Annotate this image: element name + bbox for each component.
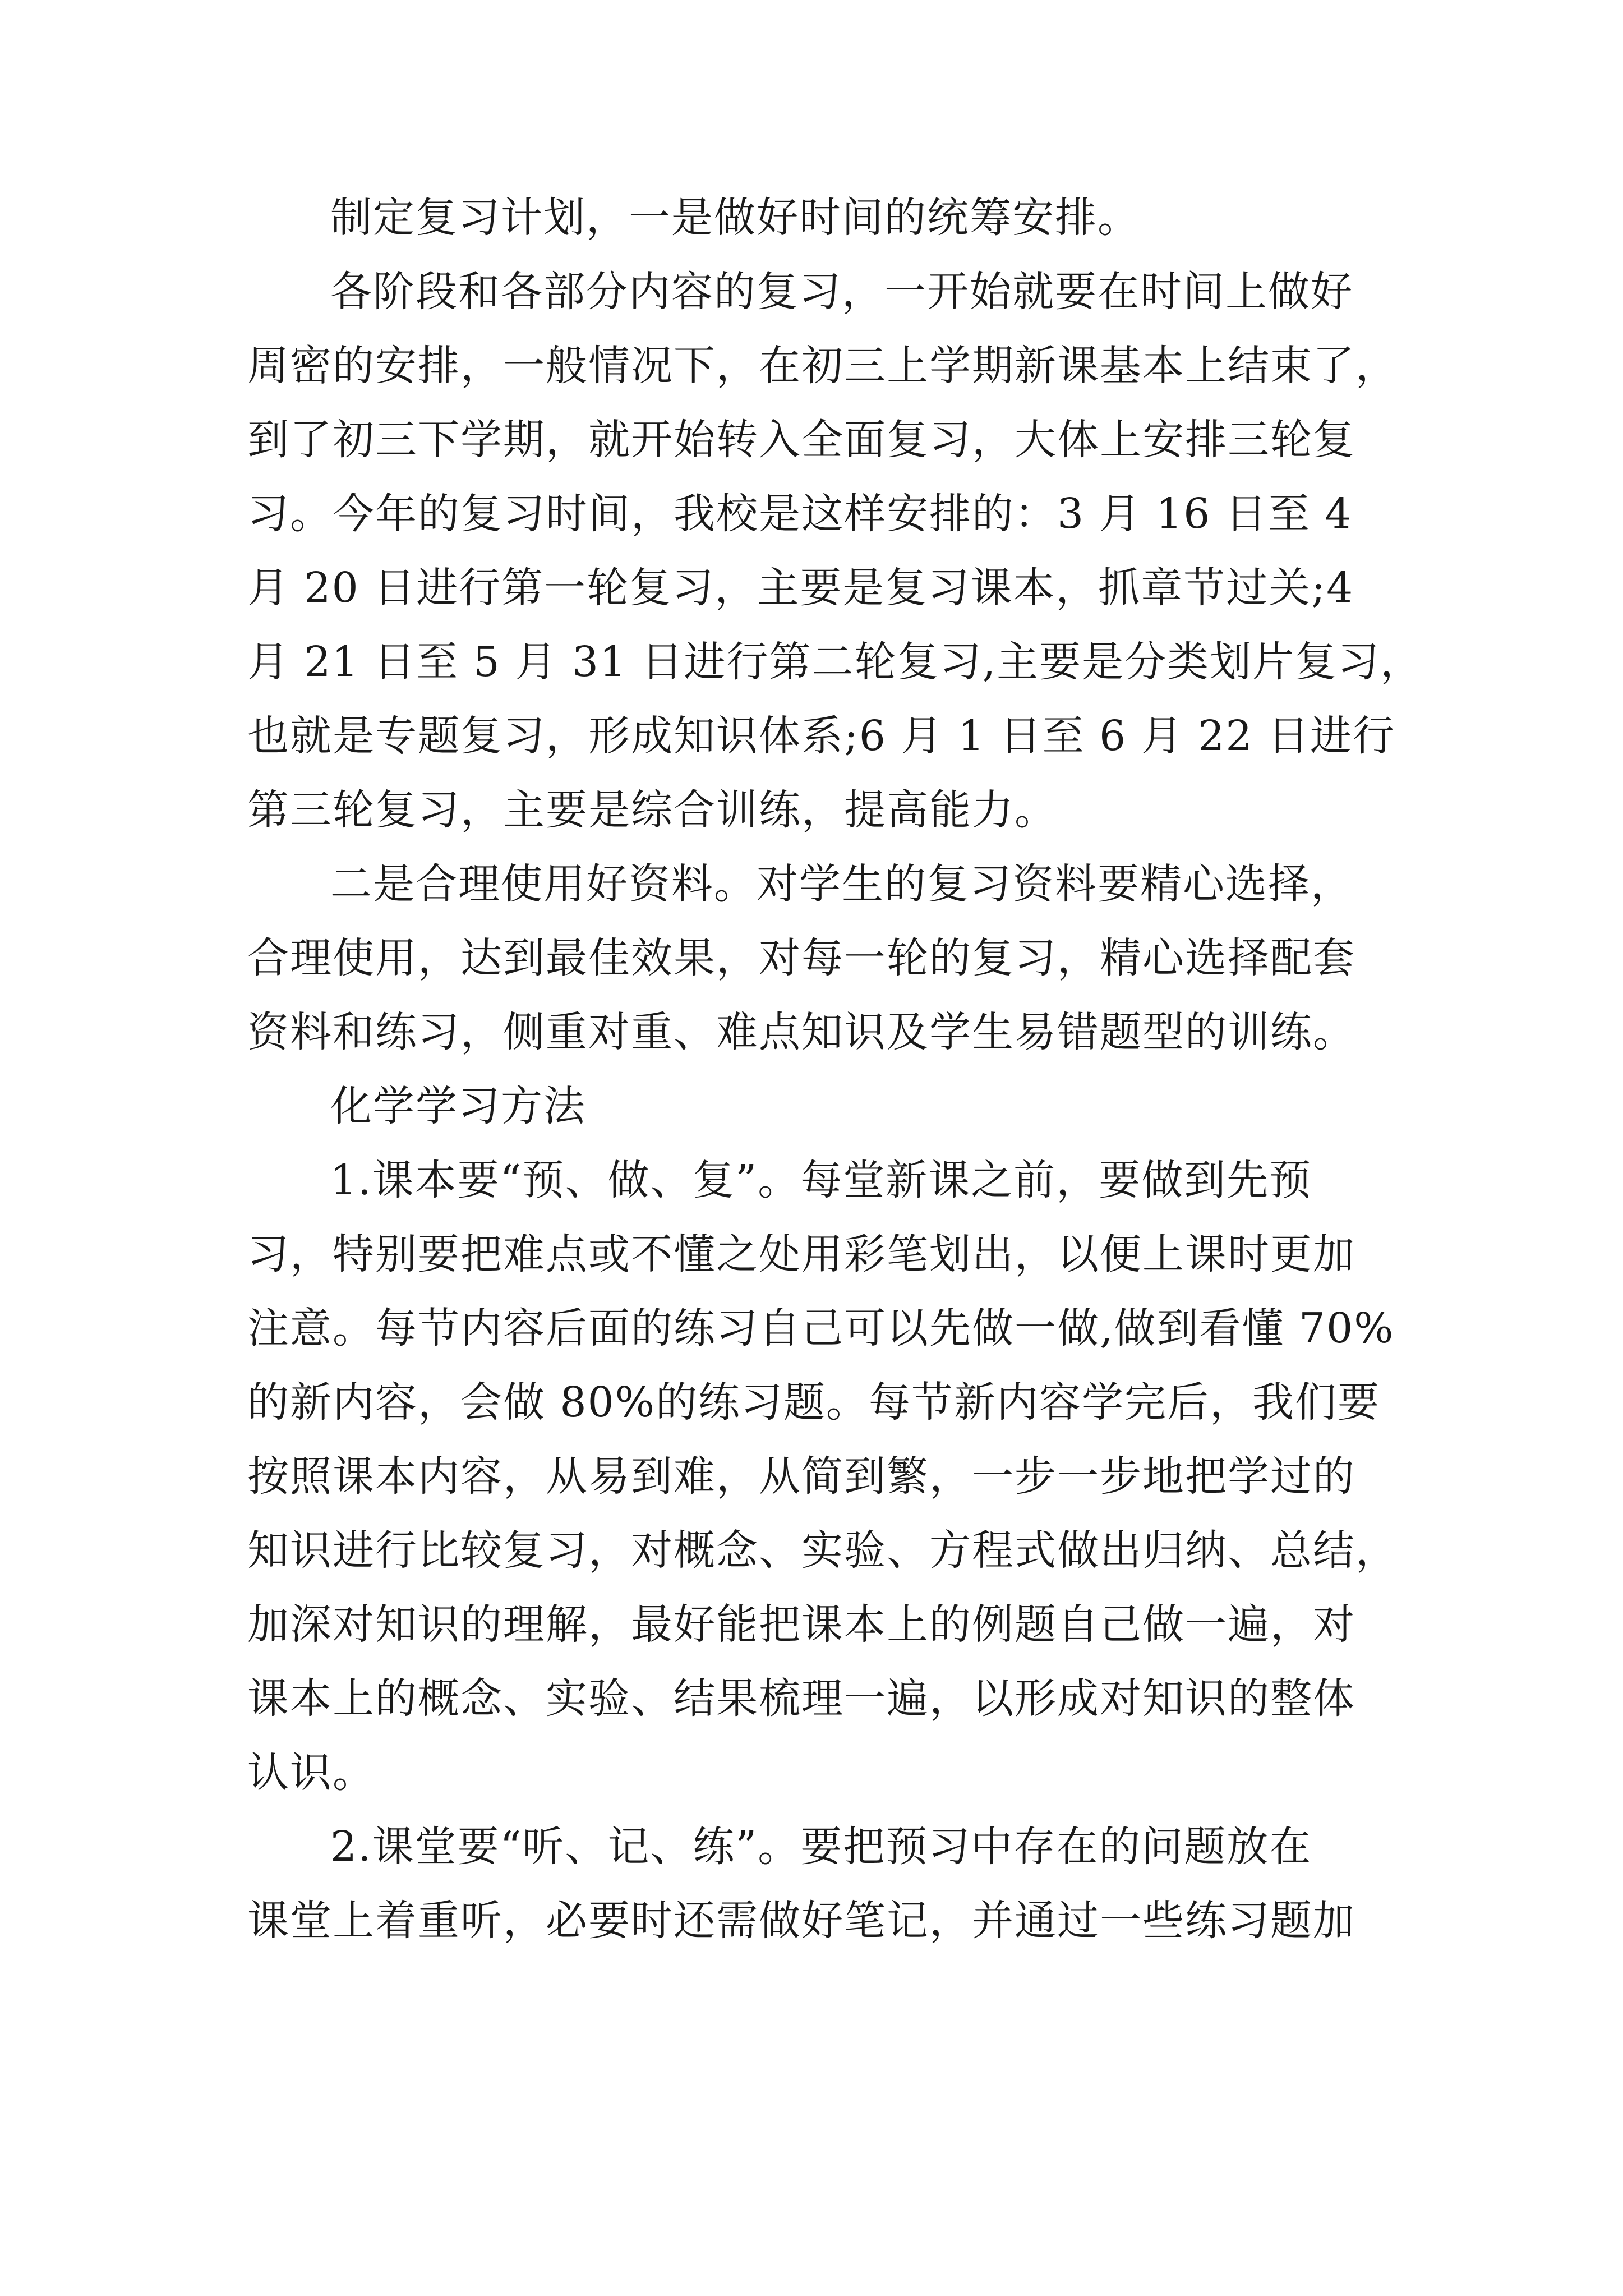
- text-line: 月 21 日至 5 月 31 日进行第二轮复习,主要是分类划片复习，: [247, 638, 1423, 686]
- text-line: 认识。: [247, 1749, 375, 1797]
- text-line: 周密的安排，一般情况下，在初三上学期新课基本上结束了，: [247, 342, 1398, 390]
- text-line: 第三轮复习，主要是综合训练，提高能力。: [247, 786, 1057, 834]
- text-line: 资料和练习，侧重对重、难点知识及学生易错题型的训练。: [247, 1008, 1355, 1056]
- text-line: 习，特别要把难点或不懂之处用彩笔划出，以便上课时更加: [247, 1230, 1355, 1278]
- text-line: 也就是专题复习，形成知识体系;6 月 1 日至 6 月 22 日进行: [247, 712, 1395, 760]
- text-line: 制定复习计划，一是做好时间的统筹安排。: [330, 194, 1140, 242]
- text-line: 到了初三下学期，就开始转入全面复习，大体上安排三轮复: [247, 416, 1355, 464]
- text-line: 习。今年的复习时间，我校是这样安排的：3 月 16 日至 4: [247, 490, 1353, 538]
- text-line: 课本上的概念、实验、结果梳理一遍，以形成对知识的整体: [247, 1674, 1355, 1723]
- text-line: 合理使用，达到最佳效果，对每一轮的复习，精心选择配套: [247, 934, 1355, 982]
- text-line: 各阶段和各部分内容的复习，一开始就要在时间上做好: [330, 268, 1353, 316]
- text-line: 二是合理使用好资料。对学生的复习资料要精心选择，: [330, 860, 1353, 908]
- text-line: 的新内容，会做 80%的练习题。每节新内容学完后，我们要: [247, 1378, 1380, 1427]
- section-heading: 化学学习方法: [330, 1082, 586, 1130]
- body-text: [247, 181, 1423, 1958]
- text-line: 按照课本内容，从易到难，从简到繁，一步一步地把学过的: [247, 1452, 1355, 1501]
- text-line: 加深对知识的理解，最好能把课本上的例题自己做一遍，对: [247, 1600, 1355, 1649]
- text-line: 课堂上着重听，必要时还需做好笔记，并通过一些练习题加: [247, 1897, 1355, 1945]
- text-line: 1.课本要“预、做、复”。每堂新课之前，要做到先预: [330, 1156, 1312, 1204]
- text-line: 月 20 日进行第一轮复习，主要是复习课本，抓章节过关;4: [247, 564, 1354, 612]
- text-line: 2.课堂要“听、记、练”。要把预习中存在的问题放在: [330, 1823, 1312, 1871]
- text-line: 知识进行比较复习，对概念、实验、方程式做出归纳、总结，: [247, 1526, 1398, 1575]
- text-line: 注意。每节内容后面的练习自己可以先做一做,做到看懂 70%: [247, 1304, 1395, 1352]
